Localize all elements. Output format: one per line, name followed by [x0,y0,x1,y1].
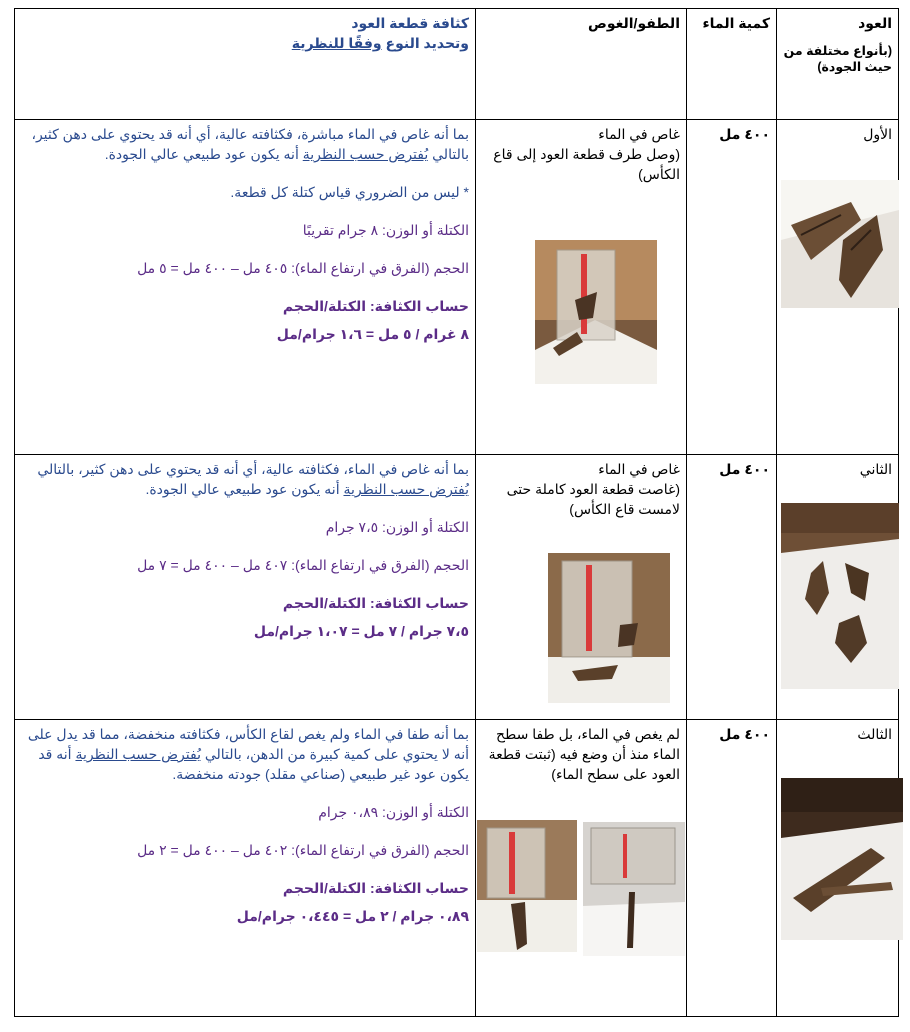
measuring-cup-photo-icon [535,240,657,384]
analysis-link-1: يُفترض حسب النظرية [302,146,429,162]
oud-photo-icon [781,503,899,689]
measuring-cup-photo-icon [548,553,670,703]
float-cell-2 [476,455,687,720]
analysis-post-3: أنه قد يكون عود غير طبيعي (صناعي مقلد) جودته منخفضة. [38,746,469,782]
calc-result-3: ٠،٨٩ جرام / ٢ مل = ٠،٤٤٥ جرام/مل [236,908,469,924]
water-cell-3 [687,720,777,1017]
oud-label-3: الثالث [857,726,892,742]
water-cell-2 [687,455,777,720]
volume-1: الحجم (الفرق في ارتفاع الماء): ٤٠٥ مل – ٤٠٠ مل = ٥ مل [137,260,469,276]
water-amount-2: ٤٠٠ مل [719,461,770,477]
oud-label-2: الثاني [859,461,892,477]
density-cell-3 [15,720,476,1017]
float-cell-3 [476,720,687,1017]
header-density-title: كثافة قطعة العود [351,15,469,31]
header-oud-title: العود [858,15,892,31]
mass-1: الكتلة أو الوزن: ٨ جرام تقريبًا [302,222,469,238]
water-amount-3: ٤٠٠ مل [719,726,770,742]
calc-title-2: حساب الكثافة: الكتلة/الحجم [282,595,469,611]
mass-2: الكتلة أو الوزن: ٧،٥ جرام [325,519,469,535]
header-density [15,9,476,120]
density-cell-1 [15,120,476,455]
header-water-title: كمية الماء [702,15,770,31]
oud-photo-icon [781,180,899,308]
header-oud [777,9,899,120]
header-row [15,9,899,120]
note-1: * ليس من الضروري قياس كتلة كل قطعة. [230,184,469,200]
analysis-link-2: يُفترض حسب النظرية [343,481,469,497]
water-cell-1 [687,120,777,455]
oud-cell-1 [777,120,899,455]
measuring-cup-photo-icon [583,822,685,956]
density-cell-2 [15,455,476,720]
analysis-pre-2: بما أنه غاص في الماء، فكثافته عالية، أي أنه قد يحتوي على دهن كثير، بالتالي [37,461,469,477]
oud-photo-icon [781,778,903,940]
oud-label-1: الأول [863,126,892,142]
calc-result-2: ٧،٥ جرام / ٧ مل = ١،٠٧ جرام/مل [253,623,469,639]
header-float [476,9,687,120]
float-detail-2: (غاصت قطعة العود كاملة حتى لامست قاع الكأس) [506,481,680,517]
float-detail-1: (وصل طرف قطعة العود إلى قاع الكأس) [493,146,680,182]
analysis-3 [21,724,469,784]
measuring-cup-photo-icon [477,820,577,952]
oud-density-table [14,8,899,1017]
volume-3: الحجم (الفرق في ارتفاع الماء): ٤٠٢ مل – ٤٠٠ مل = ٢ مل [137,842,469,858]
header-float-title: الطفو/الغوص [587,15,680,31]
float-main-2: غاص في الماء [598,461,680,477]
calc-title-3: حساب الكثافة: الكتلة/الحجم [282,880,469,896]
oud-cell-3 [777,720,899,1017]
volume-2: الحجم (الفرق في ارتفاع الماء): ٤٠٧ مل – ٤٠٠ مل = ٧ مل [137,557,469,573]
float-main-1: غاص في الماء [598,126,680,142]
water-amount-1: ٤٠٠ مل [719,126,770,142]
analysis-pre-3: بما أنه طفا في الماء ولم يغص لقاع الكأس، فكثافته منخفضة، مما قد يدل على أنه لا يحتوي على كمية كبيرة من الدهن، بالتالي [27,726,469,762]
analysis-pre-1: بما أنه غاص في الماء مباشرة، فكثافته عالية، أي أنه قد يحتوي على دهن كثير، بالتالي [31,126,469,162]
calc-result-1: ٨ غرام / ٥ مل = ١،٦ جرام/مل [276,326,469,342]
header-density-sub-prefix: وتحديد النوع [385,35,469,51]
header-water [687,9,777,120]
analysis-post-2: أنه يكون عود طبيعي عالي الجودة. [145,481,340,497]
analysis-link-3: يُفترض حسب النظرية [75,746,201,762]
row-second [15,455,899,720]
analysis-1 [21,124,469,164]
analysis-post-1: أنه يكون عود طبيعي عالي الجودة. [104,146,299,162]
row-third [15,720,899,1017]
float-cell-1 [476,120,687,455]
header-density-sub-link: وفقًا للنظرية [291,35,382,51]
float-main-3: لم يغص في الماء، بل طفا سطح الماء منذ أن وضع فيه (ثبتت قطعة العود على سطح الماء) [488,726,680,782]
oud-cell-2 [777,455,899,720]
mass-3: الكتلة أو الوزن: ٠،٨٩ جرام [318,804,469,820]
row-first [15,120,899,455]
calc-title-1: حساب الكثافة: الكتلة/الحجم [282,298,469,314]
analysis-2 [21,459,469,499]
header-oud-sub: (بأنواع مختلفة من حيث الجودة) [783,44,892,74]
